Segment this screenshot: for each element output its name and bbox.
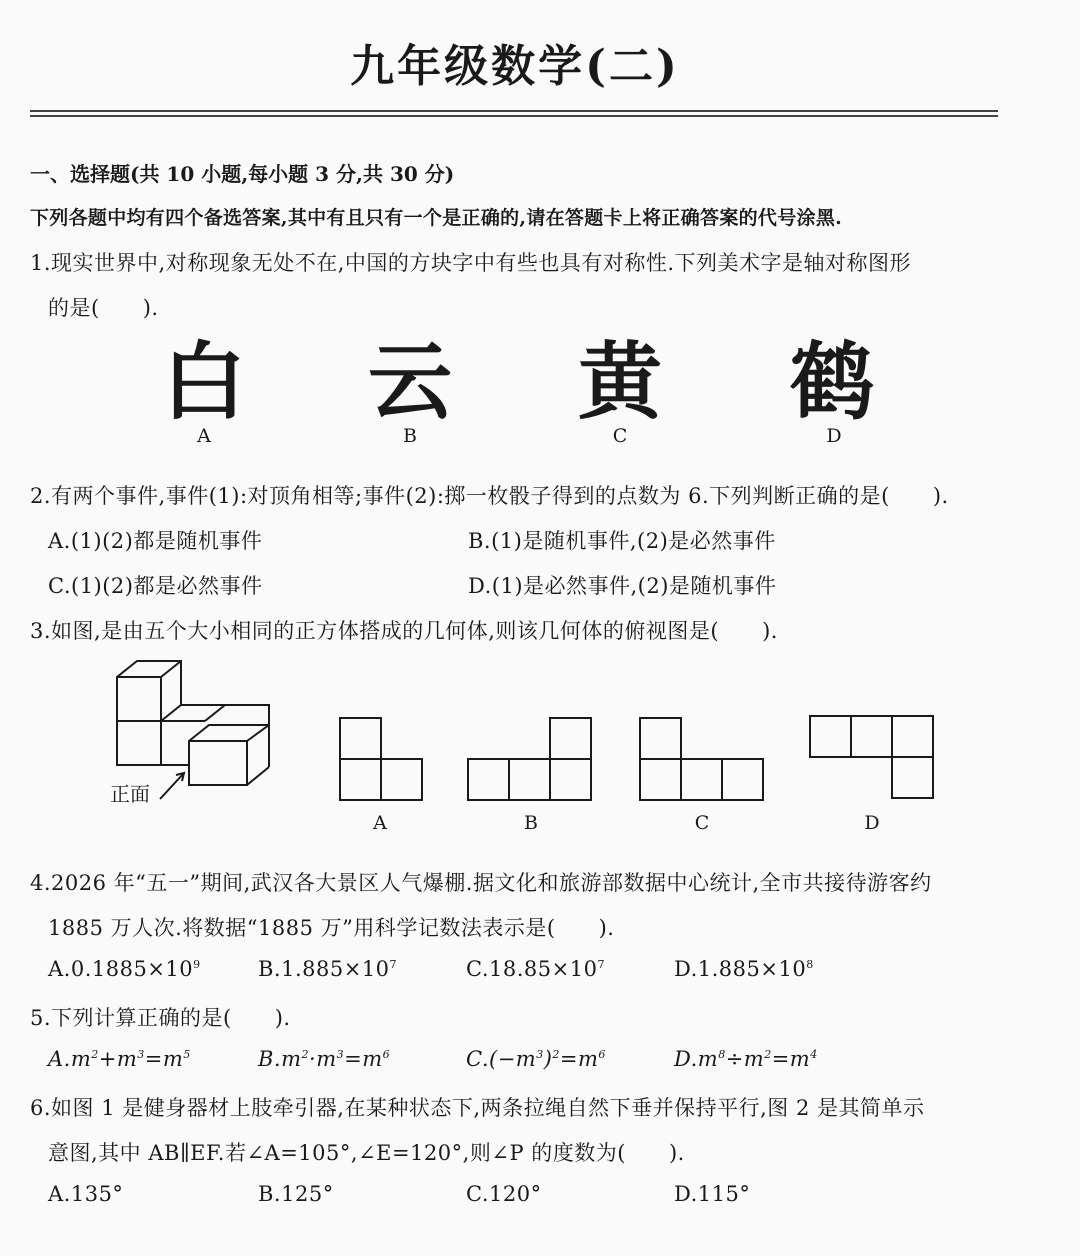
q5-option-c: $C.(-m^3)^2=m^6$ [466,1047,606,1071]
q4-option-b: $B.1.885\times 10^7$ [258,957,398,981]
q4-stem-line2: 1885 万人次.将数据“1885 万”用科学记数法表示是( ). [48,916,615,940]
section-instruction: 下列各题中均有四个备选答案,其中有且只有一个是正确的,请在答题卡上将正确答案的代号涂黑. [30,207,843,229]
q6-option-c: C.120° [466,1182,542,1206]
q5-option-a: $A.m^2+m^3=m^5$ [48,1047,191,1071]
q1-label-a: A [197,425,211,447]
q3-label-a: A [373,812,387,834]
q1-label-b: B [403,425,417,447]
q4-option-c: $C.18.85\times 10^7$ [466,957,605,981]
title-divider-bottom [30,115,998,117]
q1-label-c: C [612,425,628,447]
q3-label-d: D [864,812,880,834]
q3-option-a-figure [336,712,426,804]
q1-label-d: D [826,425,842,447]
q1-char-c: 黄 [577,333,662,431]
q5-option-d: $D.m^8\div m^2=m^4$ [674,1047,818,1071]
q1-char-d: 鹤 [789,333,874,431]
q6-option-a: A.135° [48,1182,124,1206]
q4-option-d: $D.1.885\times 10^8$ [674,957,814,981]
q6-option-d: D.115° [674,1182,751,1206]
q1-stem-line2: 的是( ). [48,296,159,320]
q3-option-c-figure [636,712,768,804]
q2-stem: 2.有两个事件,事件(1):对顶角相等;事件(2):掷一枚骰子得到的点数为 6.下列判断正确的是( ). [30,484,949,508]
q2-option-c: C.(1)(2)都是必然事件 [48,574,263,598]
q6-stem-line2: 意图,其中 AB∥EF.若∠A=105°,∠E=120°,则∠P 的度数为( ). [48,1141,685,1165]
q3-option-d-figure [806,712,940,804]
q3-label-b: B [524,812,538,834]
q2-option-b: B.(1)是随机事件,(2)是必然事件 [468,529,776,553]
section-heading: 一、选择题(共 10 小题,每小题 3 分,共 30 分) [30,162,455,186]
q3-stem: 3.如图,是由五个大小相同的正方体搭成的几何体,则该几何体的俯视图是( ). [30,619,778,643]
title-divider-top [30,110,998,112]
q1-stem-line1: 1.现实世界中,对称现象无处不在,中国的方块字中有些也具有对称性.下列美术字是轴对称图形 [30,251,912,275]
q4-option-a: $A.0.1885\times 10^9$ [48,957,201,981]
q6-stem-line1: 6.如图 1 是健身器材上肢牵引器,在某种状态下,两条拉绳自然下垂并保持平行,图 2 是其简单示 [30,1096,925,1120]
q5-option-b: $B.m^2\cdot m^3=m^6$ [258,1047,391,1071]
q4-stem-line1: 4.2026 年“五一”期间,武汉各大景区人气爆棚.据文化和旅游部数据中心统计,全市共接待游客约 [30,871,932,895]
q6-option-b: B.125° [258,1182,334,1206]
page-title: 九年级数学(二) [350,41,680,92]
q3-front-label: 正面 [110,782,150,806]
q1-char-b: 云 [367,333,452,431]
q3-label-c: C [694,812,710,834]
q2-option-d: D.(1)是必然事件,(2)是随机事件 [468,574,777,598]
q1-char-a: 白 [161,333,246,431]
q5-stem: 5.下列计算正确的是( ). [30,1006,291,1030]
q2-option-a: A.(1)(2)都是随机事件 [48,529,263,553]
q3-option-b-figure [466,712,596,804]
